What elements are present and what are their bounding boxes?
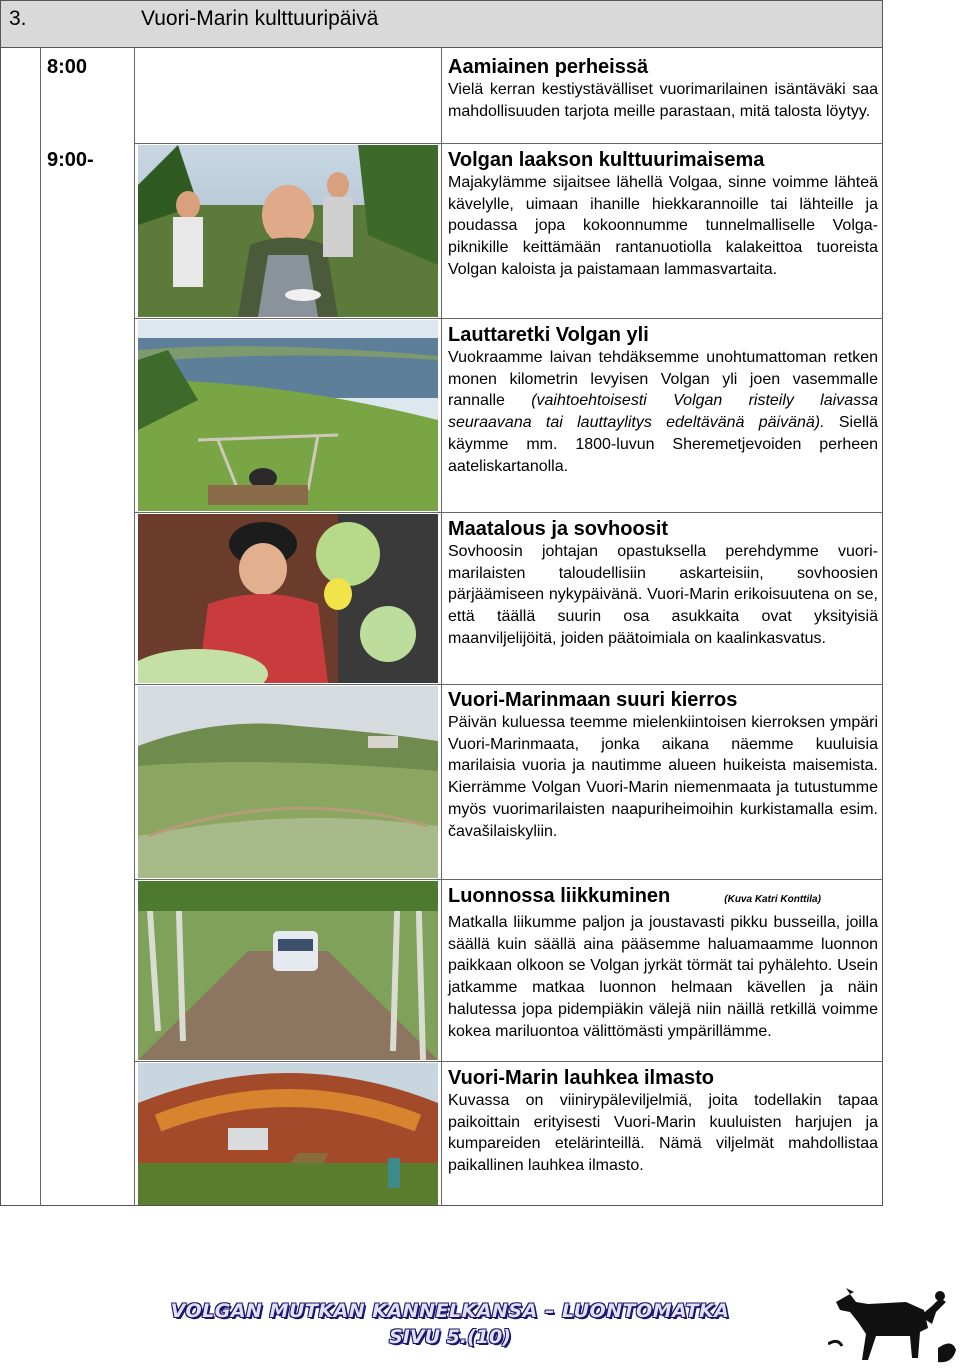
schedule-item-breakfast bbox=[448, 55, 878, 122]
divider bbox=[134, 879, 883, 880]
divider bbox=[134, 48, 135, 1206]
section-number: 3. bbox=[9, 7, 27, 30]
picnic-photo bbox=[138, 145, 438, 317]
volga-riverbank-photo bbox=[138, 320, 438, 511]
item-heading: Maatalous ja sovhoosit bbox=[448, 518, 669, 540]
section-title: Vuori-Marin kulttuuripäivä bbox=[141, 7, 379, 30]
schedule-item-tour bbox=[448, 688, 878, 842]
vineyard-photo bbox=[138, 1063, 438, 1205]
item-heading: Lauttaretki Volgan yli bbox=[448, 324, 649, 346]
goat-rider-logo-icon bbox=[828, 1288, 960, 1366]
item-heading: Aamiainen perheissä bbox=[448, 56, 649, 78]
time-label: 9:00- bbox=[47, 149, 94, 171]
cabbage-farmer-photo bbox=[138, 514, 438, 683]
schedule-item-landscape bbox=[448, 148, 878, 281]
divider bbox=[40, 48, 41, 1206]
section-header bbox=[0, 0, 883, 48]
item-text: Vielä kerran kestiystävälliset vuorimarilainen isäntäväki saa mahdollisuuden tarjota meille parastaan, mitä talosta löytyy. bbox=[448, 81, 878, 120]
hills-landscape-photo bbox=[138, 686, 438, 878]
item-heading: Vuori-Marin lauhkea ilmasto bbox=[448, 1067, 714, 1089]
item-text: Majakylämme sijaitsee lähellä Volgaa, sinne voimme lähteä kävelylle, uimaan ihanille hiekkarannoille tai lähteille ja poudassa jopa kokoonnumme tunnelmalliselle Volga-piknikille keittämään rantanuotiolla kalakeittoa tuoreista Volgan kaloista ja paistamaan lammasvartaita. bbox=[448, 174, 878, 278]
divider bbox=[134, 143, 883, 144]
bus-road-photo bbox=[138, 881, 438, 1060]
time-label: 8:00 bbox=[47, 56, 88, 78]
page-number: SIVU 5.(10) bbox=[389, 1326, 511, 1348]
schedule-item-agriculture bbox=[448, 517, 878, 650]
item-heading: Vuori-Marinmaan suuri kierros bbox=[448, 689, 738, 711]
schedule-item-nature bbox=[448, 884, 878, 1042]
divider bbox=[441, 48, 442, 1206]
item-heading: Volgan laakson kulttuurimaisema bbox=[448, 149, 765, 171]
divider bbox=[134, 318, 883, 319]
footer-title: VOLGAN MUTKAN KANNELKANSA – LUONTOMATKA bbox=[170, 1300, 730, 1322]
photo-credit: (Kuva Katri Konttila) bbox=[724, 894, 821, 905]
item-text: Sovhoosin johtajan opastuksella perehdymme vuori-marilaisten taloudellisiin askarteisiin, sovhoosien pärjäämiseen nykypäivänä. Vuori-Marin erikoisuutena on se, että täällä suurin osa asukkaita ovat yksityisiä maanviljelijöitä, joiden päätoimiala on kaalinkasvatus. bbox=[448, 543, 878, 647]
item-text: Vuokraamme laivan tehdäksemme unohtumattoman retken monen kilometrin levyisen Volgan yli joen vasemmalle rannalle (vaihtoehtoisesti Volgan risteily laivassa seuraavana tai lauttaylitys edeltävänä päivänä). Siellä käymme mm. 1800-luvun Sheremetjevoiden perheen aateliskartanolla. bbox=[448, 349, 878, 475]
divider bbox=[134, 512, 883, 513]
schedule-item-climate bbox=[448, 1066, 878, 1177]
divider bbox=[134, 1061, 883, 1062]
schedule-item-ferry bbox=[448, 323, 878, 477]
divider bbox=[134, 684, 883, 685]
item-heading: Luonnossa liikkuminen (Kuva Katri Konttila) bbox=[448, 885, 821, 907]
item-text: Kuvassa on viinirypäleviljelmiä, joita todellakin tapaa paikoittain erityisesti Vuori-Marin kuuluisten harjujen ja kumpareiden etelärinteillä. Nämä viljelmät mahdollistaa paikallinen lauhkea ilmasto. bbox=[448, 1092, 878, 1175]
item-text: Matkalla liikumme paljon ja joustavasti pikku busseilla, joilla säällä kuin säällä aina pääsemme haluamaamme luonnon paikkaan olkoon se Volgan jyrkät törmät tai pyhälehto. Usein jatkamme matkaa luonnon helmaan kävellen ja näin halutessa jopa pidempiäkin välejä niin näillä retkillä voimme kokea mariluontoa välittömästi ympärillämme. bbox=[448, 914, 878, 1040]
item-text: Päivän kuluessa teemme mielenkiintoisen kierroksen ympäri Vuori-Marinmaata, jonka aikana näemme kuuluisia marilaisia vuoria ja nautimme alueen huikeista maisemista. Kierrämme Volgan Vuori-Marin niemenmaata ja tutustumme myös vuorimarilaisten naapuriheimoihin kurkistamalla esim. čavašilaiskyliin. bbox=[448, 714, 878, 840]
